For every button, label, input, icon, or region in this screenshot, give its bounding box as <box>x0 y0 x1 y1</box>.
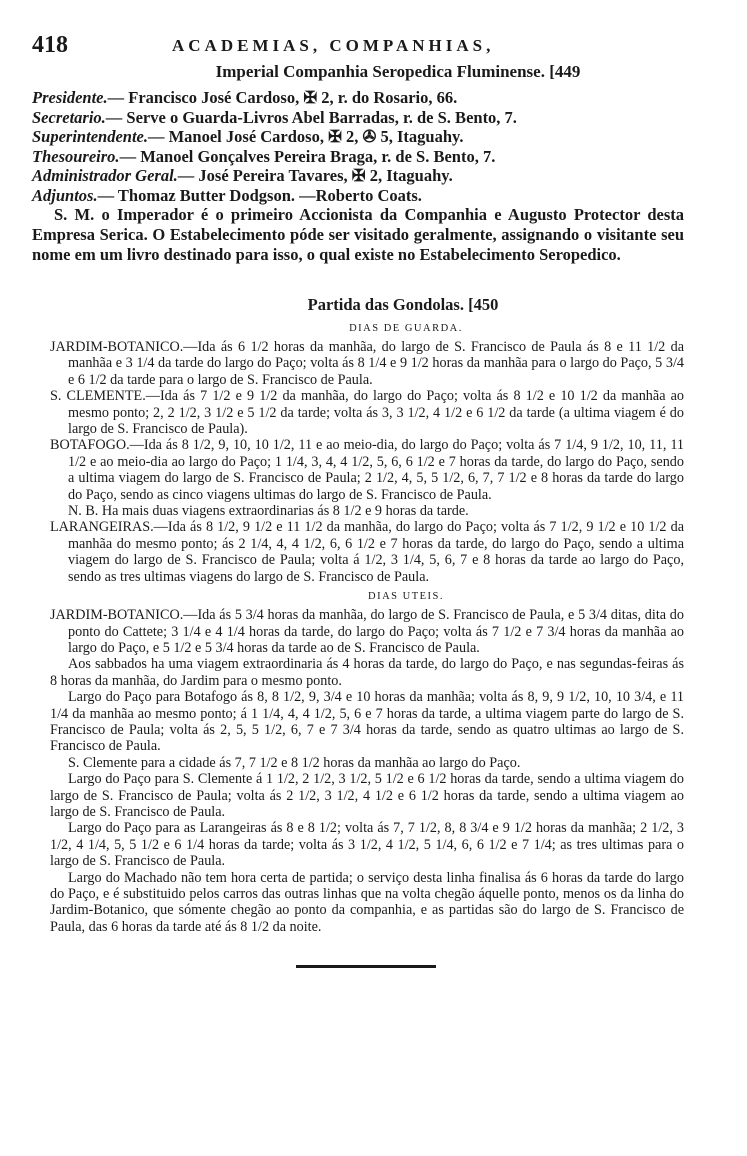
officer-role: Presidente. <box>32 88 108 107</box>
schedule-note <box>32 503 684 519</box>
route-text: —Ida ás 8 1/2, 9, 10, 10 1/2, 11 e ao meio-dia, do largo do Paço; volta ás 7 1/4, 9 1/2, 10, 11, 11 1/2 e ao meio-dia ao largo do Paço; 1 1/4, 3, 4, 4 1/2, 5, 6, 6 1/2 e 7 horas da tarde, do largo do Paço, sendo a ultima viagem do largo de S. Francisco de Paula; 2 1/2, 4, 5, 5 1/2, 6, 7, 7 1/2 e 8 horas da tarde do largo do Paço, sendo as cinco viagens ultimas do largo de S. Francisco de Paula. <box>68 437 684 503</box>
officer-text: — José Pereira Tavares, ✠ 2, Itaguahy. <box>177 166 453 185</box>
schedule-note <box>32 755 684 771</box>
officer-text: — Manoel José Cardoso, ✠ 2, ✇ 5, Itaguahy. <box>147 127 464 146</box>
officer-role: Adjuntos. <box>32 185 98 205</box>
officer-line <box>32 88 684 108</box>
dias-uteis-schedule <box>32 607 684 935</box>
route-name: BOTAFOGO. <box>50 437 130 454</box>
almanac-page <box>32 28 684 968</box>
route-name: LARANGEIRAS. <box>50 519 154 536</box>
officer-line <box>32 127 684 147</box>
note-text: Largo do Paço para Botafogo ás 8, 8 1/2, 9, 3/4 e 10 horas da manhãa; volta ás 8, 9, 9 1/2, 10, 10 3/4, e 11 1/4 da manhãa ao mesmo ponto; á 1 1/4, 4, 4 1/2, 5, 6 e 7 horas da tarde, a ultima viagem parte do largo de S. Francisco de Paula; volta ás 2, 5, 5 1/2, 6, 7 e 7 3/4 horas da tarde, sendo as quatro ultimas ao largo de S. Francisco de Paula. <box>50 689 684 755</box>
page-number: 418 <box>32 32 68 58</box>
note-text: Aos sabbados ha uma viagem extraordinaria ás 4 horas da tarde, do largo do Paço, e nas segundas-feiras ás 8 horas da manhãa, do Jardim para o mesmo ponto. <box>50 656 684 689</box>
page-header <box>32 28 684 62</box>
schedule-entry <box>32 607 684 656</box>
officer-role: Thesoureiro. <box>32 146 120 166</box>
route-name: JARDIM-BOTANICO. <box>50 607 184 624</box>
note-text: Largo do Paço para S. Clemente á 1 1/2, 2 1/2, 3 1/2, 5 1/2 e 6 1/2 horas da tarde, sendo a ultima viagem do largo de S. Francisco de Paula; volta ás 2 1/2, 3 1/2, 4 1/2 e 6 1/2 horas da tarde, sendo a ultima viagem ao largo de S. Francisco de Paula. <box>50 771 684 820</box>
schedule-note <box>32 870 684 936</box>
company-title: Imperial Companhia Seropedica Fluminense. [449 <box>215 62 581 81</box>
intro-paragraph: S. M. o Imperador é o primeiro Accionista da Companhia e Augusto Protector desta Empresa Serica. O Estabelecimento póde ser visitado geralmente, assignando o visitante seu nome em um livro destinado para isso, o qual existe no Estabelecimento Seropedico. <box>32 205 684 264</box>
route-text: —Ida ás 5 3/4 horas da manhãa, do largo de S. Francisco de Paula, e 5 3/4 ditas, dita do ponto do Cattete; 3 1/4 e 4 1/4 horas da tarde, do largo do Paço; volta ás 7 1/2 e 7 3/4 horas da manhãa ao largo do Paço, e 5 1/2 e 5 3/4 horas da tarde ao de S. Francisco de Paula. <box>68 607 684 656</box>
officers-list <box>32 88 684 205</box>
note-text: Largo do Paço para as Larangeiras ás 8 e 8 1/2; volta ás 7, 7 1/2, 8, 8 3/4 e 9 1/2 horas da manhãa; 2 1/2, 3 1/2, 4 1/4, 5, 5 1/2 e 6 1/4 horas da tarde; volta ás 3 1/2, 4 1/2, 5 1/4, 6, 6 1/2 e 7 1/4; as tres ultimas para o largo de S. Francisco de Paula. <box>50 820 684 870</box>
route-text: —Ida ás 6 1/2 horas da manhãa, do largo de S. Francisco de Paula ás 8 e 11 1/2 da manhãa e 3 1/4 da tarde do largo do Paço; volta ás 8 1/4 e 9 1/2 horas da manhãa para o largo do Paço, 5 3/4 e 6 1/2 da tarde para o largo de S. Francisco de Paula. <box>68 339 684 388</box>
schedule-note <box>32 820 684 869</box>
officer-text: — Francisco José Cardoso, ✠ 2, r. do Rosario, 66. <box>107 88 458 107</box>
dias-guarda-heading: DIAS DE GUARDA. <box>349 323 463 334</box>
section-title: Partida das Gondolas. [450 <box>307 295 499 314</box>
officer-role: Superintendente. <box>32 127 148 146</box>
schedule-note <box>32 689 684 755</box>
schedule-note <box>32 656 684 689</box>
schedule-entry <box>32 437 684 503</box>
running-head: ACADEMIAS, COMPANHIAS, <box>172 36 495 55</box>
officer-text: — Thomaz Butter Dodgson. —Roberto Coats. <box>97 185 422 205</box>
schedule-entry <box>32 519 684 585</box>
officer-line <box>32 186 684 206</box>
route-text: —Ida ás 8 1/2, 9 1/2 e 11 1/2 da manhãa, do largo do Paço; volta ás 7 1/2, 9 1/2 e 10 1/2 da manhãa do mesmo ponto; ás 2 1/4, 4, 4 1/2, 6, 6 1/2 e 7 horas da tarde, do largo do Paço, sendo a ultima viagem do largo de S. Francisco de Paula; volta á 1/2, 3 1/4, 5, 6, 7 e 8 horas da tarde ao largo do Paço, sendo as tres ultimas viagens do largo de S. Francisco de Paula. <box>68 519 684 585</box>
officer-line <box>32 147 684 167</box>
officer-text: — Manoel Gonçalves Pereira Braga, r. de S. Bento, 7. <box>119 146 496 166</box>
officer-text: — Serve o Guarda-Livros Abel Barradas, r. de S. Bento, 7. <box>105 107 517 127</box>
route-text: —Ida ás 7 1/2 e 9 1/2 da manhãa, do largo do Paço; volta ás 8 1/2 e 10 1/2 da manhãa ao mesmo ponto; 2, 2 1/2, 3 1/2 e 5 1/2 da tarde; volta ás 3, 3 1/2, 4 1/2 e 6 1/2 da tarde (a ultima viagem é do largo de S. Francisco de Paula). <box>68 388 685 438</box>
note-text: Largo do Machado não tem hora certa de partida; o serviço desta linha finalisa ás 6 horas da tarde do largo do Paço, e é substituido pelos carros das outras linhas que na volta chegão áquelle ponto, menos os da linha do Jardim-Botanico, que sómente chegão ao ponto da companhia, e as partidas são do largo de S. Francisco de Paula, das 6 horas da tarde até ás 8 1/2 da noite. <box>50 869 684 935</box>
closing-rule <box>296 965 436 968</box>
note-text: S. Clemente para a cidade ás 7, 7 1/2 e 8 1/2 horas da manhãa ao largo do Paço. <box>68 754 521 771</box>
officer-line <box>32 166 684 186</box>
dias-guarda-schedule <box>32 339 684 585</box>
route-name: JARDIM-BOTANICO. <box>50 339 184 355</box>
officer-line <box>32 108 684 128</box>
officer-role: Administrador Geral. <box>32 166 178 185</box>
dias-uteis-heading: DIAS UTEIS. <box>368 591 444 603</box>
officer-role: Secretario. <box>32 107 106 127</box>
schedule-entry <box>32 339 684 388</box>
note-text: N. B. Ha mais duas viagens extraordinarias ás 8 1/2 e 9 horas da tarde. <box>68 503 469 520</box>
schedule-note <box>32 771 684 820</box>
route-name: S. CLEMENTE. <box>50 388 146 405</box>
schedule-entry <box>32 388 684 437</box>
